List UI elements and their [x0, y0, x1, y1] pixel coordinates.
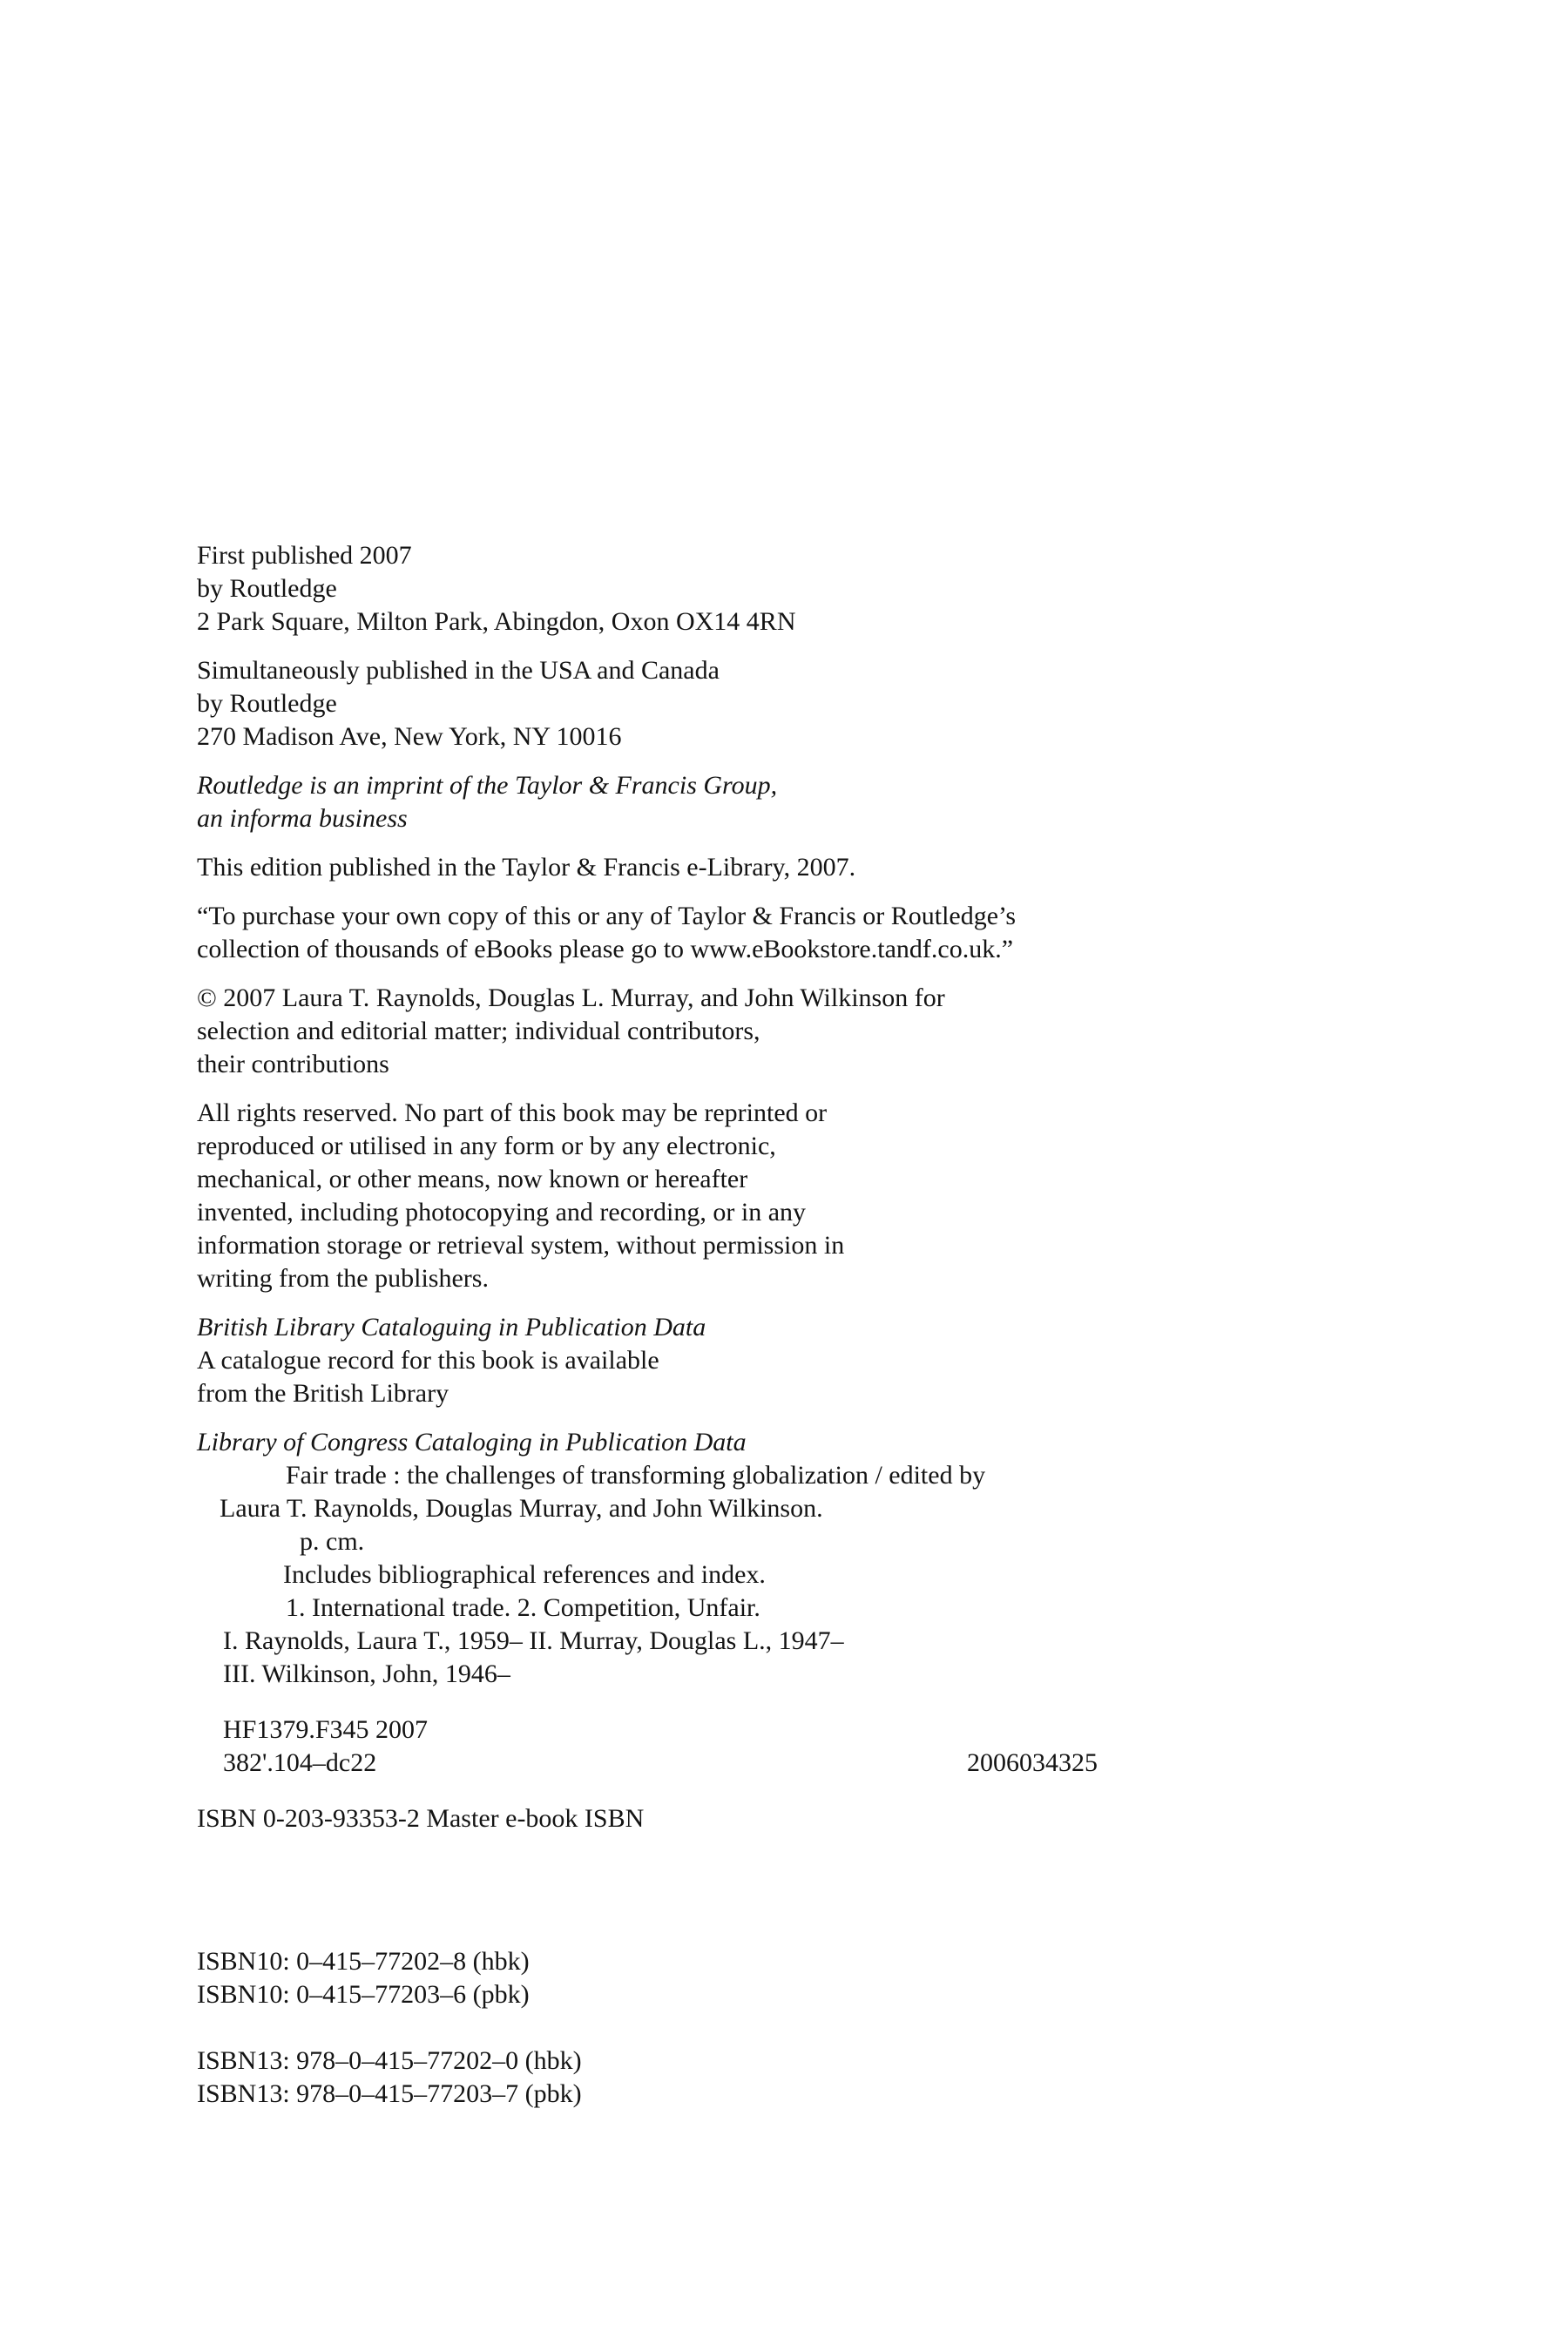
copyright-line-2: selection and editorial matter; individual contributors,	[197, 1017, 760, 1045]
loc-title-line-1: Fair trade : the challenges of transforming globalization / edited by	[286, 1461, 986, 1490]
loc-lccn: 2006034325	[967, 1748, 1098, 1777]
loc-title-line-2: Laura T. Raynolds, Douglas Murray, and John Wilkinson.	[220, 1494, 823, 1523]
rights-line: writing from the publishers.	[197, 1264, 489, 1293]
loc-heading: Library of Congress Cataloging in Publication Data	[197, 1428, 747, 1456]
imprint-line-1: Routledge is an imprint of the Taylor & Francis Group,	[197, 771, 778, 800]
usa-line-1: Simultaneously published in the USA and Canada	[197, 656, 720, 685]
rights-line: All rights reserved. No part of this book may be reprinted or	[197, 1098, 828, 1127]
purchase-line-2: collection of thousands of eBooks please go to www.eBookstore.tandf.co.uk.”	[197, 935, 1014, 963]
loc-subjects: 1. International trade. 2. Competition, Unfair.	[286, 1593, 760, 1622]
isbn10-hbk: ISBN10: 0–415–77202–8 (hbk)	[197, 1947, 530, 1976]
rights-statement	[197, 1097, 1242, 1295]
usa-line-2: by Routledge	[197, 689, 337, 718]
copyright-line-1: © 2007 Laura T. Raynolds, Douglas L. Murray, and John Wilkinson for	[197, 983, 945, 1012]
master-isbn-block	[197, 1802, 1242, 1835]
isbn10-block	[197, 1945, 1242, 2011]
rights-line: mechanical, or other means, now known or hereafter	[197, 1165, 748, 1193]
loc-added-entries-1: I. Raynolds, Laura T., 1959– II. Murray, Douglas L., 1947–	[223, 1626, 844, 1655]
publisher-name: by Routledge	[197, 574, 337, 603]
imprint-line-2: an informa business	[197, 804, 408, 833]
edition-line: This edition published in the Taylor & Francis e-Library, 2007.	[197, 853, 856, 882]
loc-classification: 382'.104–dc22	[223, 1748, 377, 1777]
loc-pages: p. cm.	[300, 1527, 365, 1556]
usa-address: 270 Madison Ave, New York, NY 10016	[197, 722, 622, 751]
loc-includes: Includes bibliographical references and index.	[283, 1560, 766, 1589]
library-of-congress-cip	[197, 1426, 1242, 1780]
imprint-statement	[197, 769, 1242, 835]
loc-call-block	[197, 1713, 1242, 1780]
first-published: First published 2007	[197, 541, 412, 570]
loc-added-entries-2: III. Wilkinson, John, 1946–	[223, 1659, 510, 1688]
isbn13-block	[197, 2044, 1242, 2111]
purchase-line-1: “To purchase your own copy of this or any of Taylor & Francis or Routledge’s	[197, 902, 1017, 930]
loc-call-number: HF1379.F345 2007	[223, 1715, 429, 1744]
copyright-statement	[197, 982, 1242, 1081]
publication-block	[197, 539, 1242, 639]
isbn13-hbk: ISBN13: 978–0–415–77202–0 (hbk)	[197, 2046, 582, 2075]
publisher-address: 2 Park Square, Milton Park, Abingdon, Oxon OX14 4RN	[197, 607, 796, 636]
edition-statement	[197, 851, 1242, 884]
british-library-heading: British Library Cataloguing in Publication Data	[197, 1313, 706, 1342]
british-library-line-1: A catalogue record for this book is available	[197, 1346, 659, 1375]
copyright-line-3: their contributions	[197, 1050, 389, 1078]
british-library-cip	[197, 1311, 1242, 1410]
usa-publication-block	[197, 654, 1242, 754]
purchase-statement	[197, 900, 1242, 966]
imprint-text	[197, 539, 1242, 2111]
loc-classification-row	[197, 1747, 1098, 1780]
rights-line: invented, including photocopying and recording, or in any	[197, 1198, 807, 1227]
rights-line: reproduced or utilised in any form or by any electronic,	[197, 1132, 776, 1160]
rights-line: information storage or retrieval system, without permission in	[197, 1231, 845, 1260]
isbn10-pbk: ISBN10: 0–415–77203–6 (pbk)	[197, 1980, 530, 2009]
isbn13-pbk: ISBN13: 978–0–415–77203–7 (pbk)	[197, 2079, 582, 2108]
british-library-line-2: from the British Library	[197, 1379, 449, 1408]
master-isbn: ISBN 0-203-93353-2 Master e-book ISBN	[197, 1804, 645, 1833]
